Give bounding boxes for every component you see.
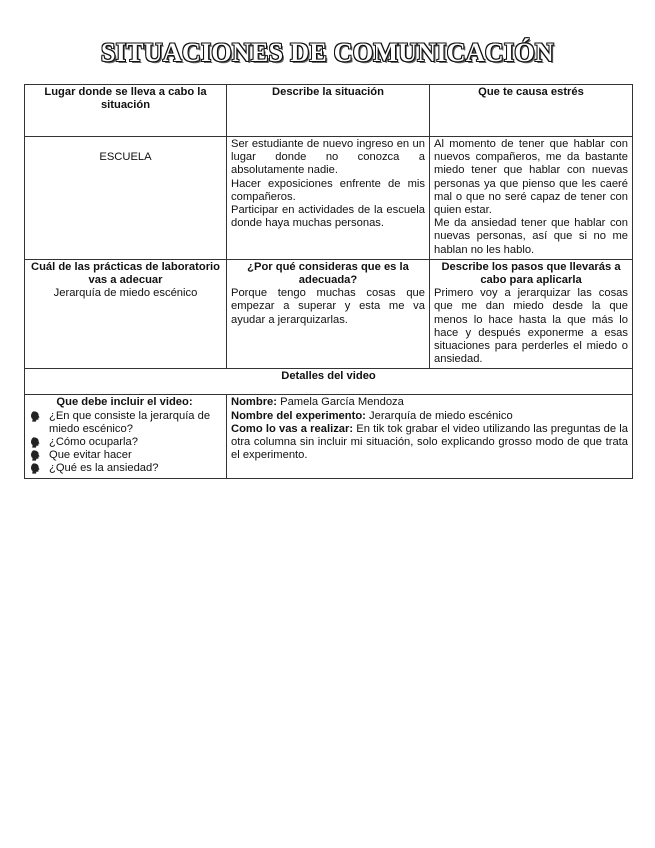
- steps-cell: [430, 259, 633, 369]
- list-item: [27, 410, 222, 436]
- video-header-row: [25, 369, 633, 395]
- list-item: [27, 449, 222, 462]
- name-label: Nombre:: [231, 396, 277, 409]
- communication-situations-table: [24, 84, 633, 479]
- include-header: Que debe incluir el video:: [56, 396, 193, 409]
- include-item: ¿Cómo ocuparla?: [49, 436, 138, 449]
- header-row: [25, 85, 633, 137]
- why-cell: [227, 259, 430, 369]
- header-place: Lugar donde se lleva a cabo la situación: [25, 85, 227, 137]
- stress-line: Me da ansiedad tener que hablar con nuevas personas, así que si no me hablan no les hablo.: [434, 217, 628, 256]
- head-bullet-icon: [30, 411, 40, 422]
- why-value: Porque tengo muchas cosas que empezar a superar y esta me va ayudar a jerarquizarlas.: [231, 287, 425, 326]
- steps-header: Describe los pasos que llevarás a cabo para aplicarla: [441, 260, 621, 287]
- name-line: [231, 396, 628, 409]
- place-cell: [25, 137, 227, 260]
- stress-cell: [430, 137, 633, 260]
- name-value: Pamela García Mendoza: [280, 396, 404, 409]
- steps-value: Primero voy a jerarquizar las cosas que me dan miedo desde la que menos lo hace hasta la que más lo hace y después exponerme a esas situaciones para perderles el miedo o ansiedad.: [434, 287, 628, 366]
- video-include-cell: [25, 395, 227, 478]
- practice-value: Jerarquía de miedo escénico: [53, 287, 198, 300]
- include-item: ¿En que consiste la jerarquía de miedo escénico?: [49, 409, 211, 435]
- head-bullet-icon: [30, 437, 40, 448]
- experiment-label: Nombre del experimento:: [231, 409, 366, 422]
- situation-line: Ser estudiante de nuevo ingreso en un lugar donde no conozca a absolutamente nadie.: [231, 138, 425, 177]
- list-item: [27, 436, 222, 449]
- head-bullet-icon: [30, 463, 40, 474]
- school-row: [25, 137, 633, 260]
- how-label: Como lo vas a realizar:: [231, 422, 354, 435]
- practice-header: Cuál de las prácticas de laboratorio vas a adecuar: [30, 260, 220, 287]
- include-list: [27, 410, 222, 476]
- experiment-line: [231, 410, 628, 423]
- situation-line: Hacer exposiciones enfrente de mis compañeros.: [231, 177, 425, 203]
- header-stress: Que te causa estrés: [430, 85, 633, 137]
- list-item: [27, 462, 222, 475]
- video-section-header: Detalles del video: [25, 369, 633, 395]
- include-item: Que evitar hacer: [49, 449, 132, 462]
- page-title: SITUACIONES DE COMUNICACIÓN: [100, 38, 555, 67]
- practice-row: [25, 259, 633, 369]
- include-item: ¿Qué es la ansiedad?: [49, 462, 159, 475]
- video-details-row: [25, 395, 633, 478]
- practice-cell: [25, 259, 227, 369]
- stress-line: Al momento de tener que hablar con nuevos compañeros, me da bastante miedo tener que hablar con nuevas personas ya que pienso que les caeré mal o que no seré capaz de tener con quien estar.: [434, 138, 628, 217]
- why-header: ¿Por qué consideras que es la adecuada?: [247, 260, 409, 287]
- how-line: [231, 423, 628, 463]
- situation-cell: [227, 137, 430, 260]
- how-value: En tik tok grabar el video utilizando las preguntas de la otra columna sin incluir mi situación, solo explicando grosso modo de que trata el experimento.: [231, 422, 629, 462]
- header-situation: Describe la situación: [227, 85, 430, 137]
- video-details-cell: [227, 395, 633, 478]
- experiment-value: Jerarquía de miedo escénico: [369, 409, 513, 422]
- situation-line: Participar en actividades de la escuela donde haya muchas personas.: [231, 204, 425, 230]
- place-value: ESCUELA: [99, 151, 152, 163]
- head-bullet-icon: [30, 450, 40, 461]
